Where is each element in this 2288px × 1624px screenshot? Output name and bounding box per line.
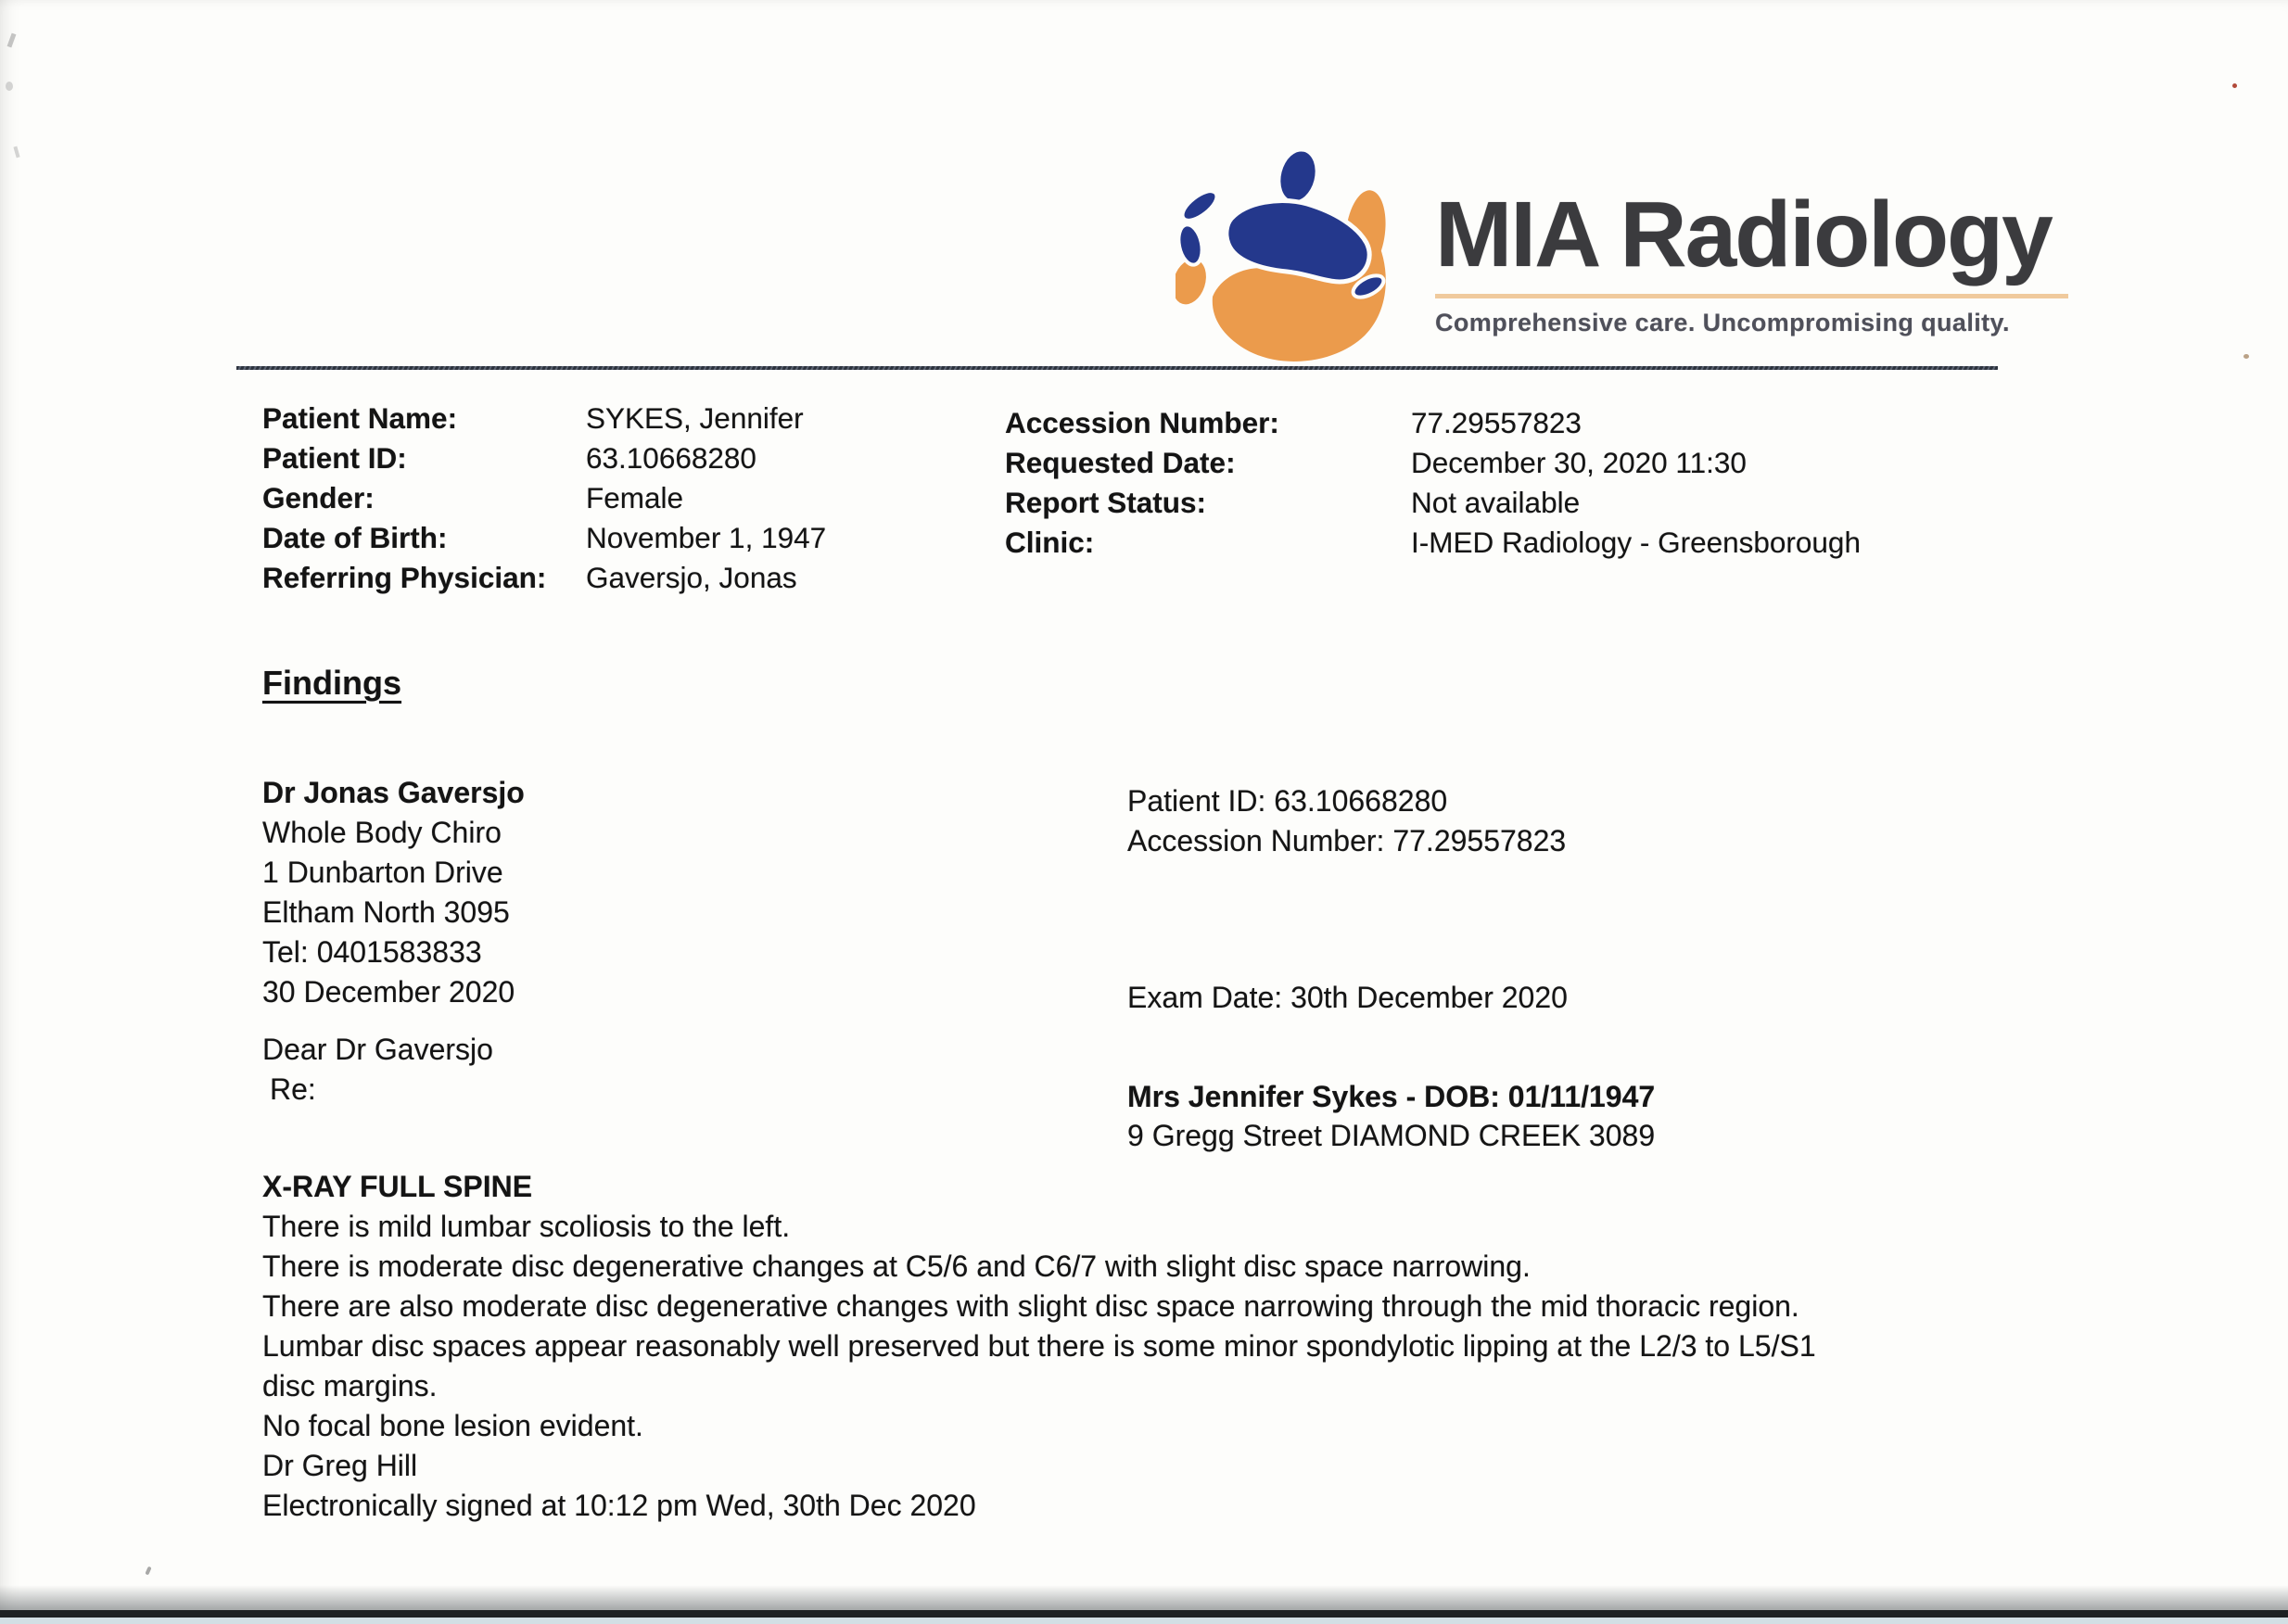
scan-speck [2232, 83, 2237, 88]
scan-speck [7, 33, 17, 48]
sender-address-block [262, 773, 525, 1012]
scan-speck [6, 82, 13, 91]
report-body [262, 1167, 1816, 1526]
letter-date-line: 30 December 2020 [262, 975, 515, 1009]
re-label: Re: [270, 1072, 316, 1106]
clinic-label: Clinic: [1005, 526, 1095, 559]
sender-phone-line: Tel: 0401583833 [262, 935, 482, 969]
sender-line: 1 Dunbarton Drive [262, 856, 503, 889]
scan-bottom-shadow [0, 1585, 2288, 1611]
findings-heading: Findings [262, 664, 401, 702]
scan-bottom-edge [0, 1610, 2288, 1618]
report-line: There is moderate disc degenerative changes at C5/6 and C6/7 with slight disc space narrowing. [262, 1250, 1531, 1283]
brand-tagline: Comprehensive care. Uncompromising quality. [1435, 309, 2010, 336]
sender-line: Whole Body Chiro [262, 816, 502, 849]
patient-id-label: Patient ID: [262, 441, 407, 475]
report-line: There are also moderate disc degenerative changes with slight disc space narrowing through the mid thoracic region. [262, 1289, 1799, 1323]
header-divider [236, 366, 1998, 370]
report-status-label: Report Status: [1005, 486, 1207, 519]
requested-date-label: Requested Date: [1005, 446, 1236, 479]
patient-name-label: Patient Name: [262, 401, 458, 435]
accession-number-value: 77.29557823 [1411, 406, 1582, 439]
report-line: There is mild lumbar scoliosis to the left. [262, 1210, 791, 1243]
brand-underline [1435, 294, 2068, 298]
report-heading: X-RAY FULL SPINE [262, 1170, 533, 1203]
accession-number-label: Accession Number: [1005, 406, 1279, 439]
sender-line: Eltham North 3095 [262, 895, 510, 929]
reference-block [1127, 781, 1566, 861]
gender-value: Female [586, 481, 684, 514]
salutation: Dear Dr Gaversjo [262, 1033, 493, 1066]
patient-summary-line: Mrs Jennifer Sykes - DOB: 01/11/1947 [1127, 1080, 1656, 1113]
scan-speck [2244, 354, 2249, 359]
report-signature-line: Dr Greg Hill [262, 1449, 418, 1482]
brand-wordmark: MIA Radiology [1435, 183, 2052, 286]
reference-patient-id-line: Patient ID: 63.10668280 [1127, 784, 1448, 818]
mia-radiology-logo-icon [1176, 141, 1435, 371]
exam-date-line: Exam Date: 30th December 2020 [1127, 981, 1568, 1014]
sender-name-line: Dr Jonas Gaversjo [262, 776, 525, 809]
dob-label: Date of Birth: [262, 521, 448, 554]
gender-label: Gender: [262, 481, 375, 514]
report-status-value: Not available [1411, 486, 1581, 519]
scan-bottom-strip [0, 1618, 2288, 1624]
patient-address-line: 9 Gregg Street DIAMOND CREEK 3089 [1127, 1119, 1656, 1152]
report-line: No focal bone lesion evident. [262, 1409, 643, 1442]
reference-accession-line: Accession Number: 77.29557823 [1127, 824, 1567, 857]
report-line: disc margins. [262, 1369, 438, 1402]
requested-date-value: December 30, 2020 11:30 [1411, 446, 1747, 479]
scan-speck [145, 1567, 151, 1576]
scan-speck [13, 146, 19, 159]
patient-id-value: 63.10668280 [586, 441, 756, 475]
referring-physician-value: Gaversjo, Jonas [586, 561, 797, 594]
dob-value: November 1, 1947 [586, 521, 827, 554]
referring-physician-label: Referring Physician: [262, 561, 547, 594]
clinic-value: I-MED Radiology - Greensborough [1411, 526, 1861, 559]
report-line: Lumbar disc spaces appear reasonably well preserved but there is some minor spondylotic lipping at the L2/3 to L5/S1 [262, 1329, 1816, 1363]
patient-name-value: SYKES, Jennifer [586, 401, 804, 435]
report-esign-line: Electronically signed at 10:12 pm Wed, 30th Dec 2020 [262, 1489, 976, 1522]
